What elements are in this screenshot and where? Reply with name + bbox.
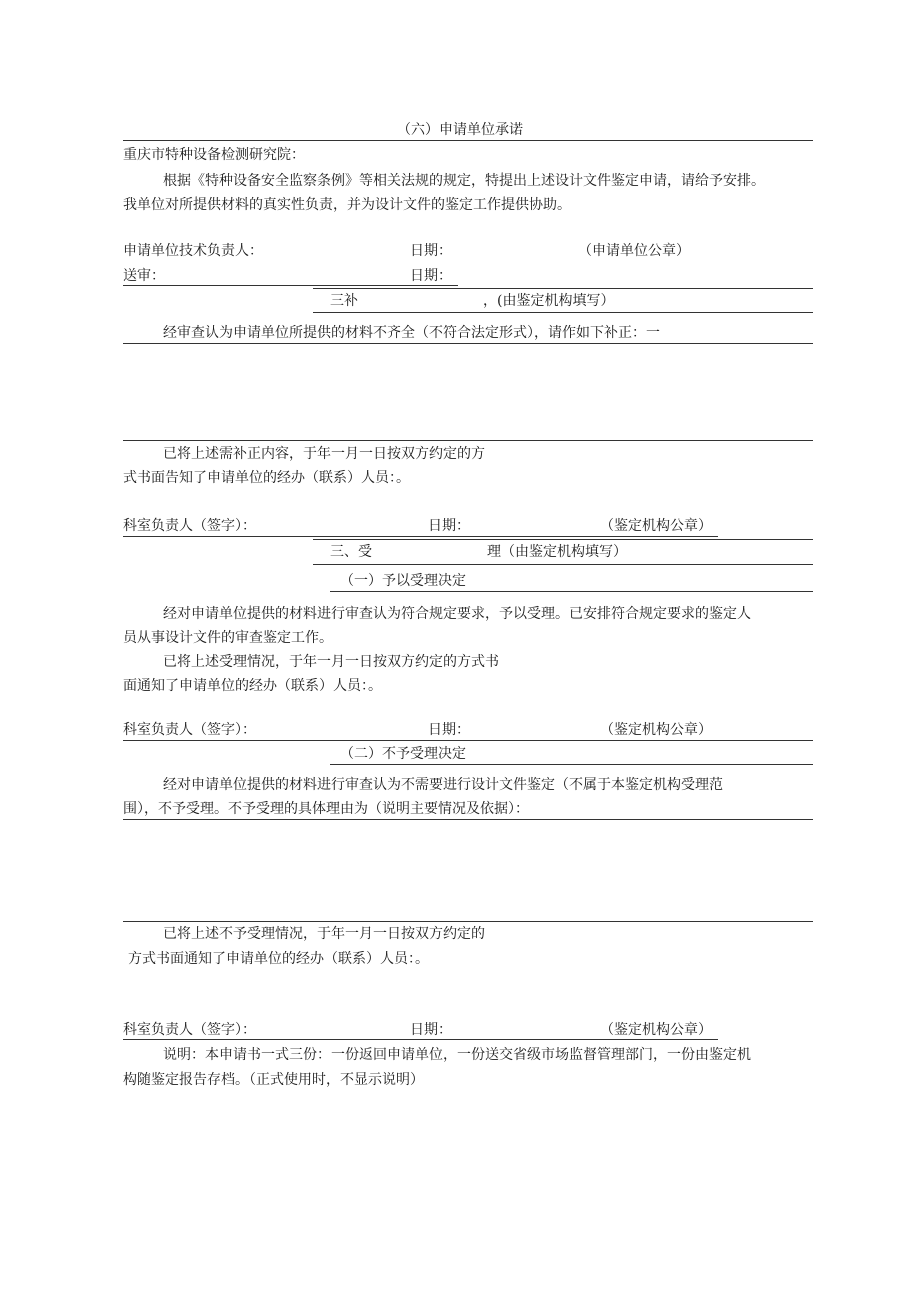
signer-label: 科室负责人（签字）： bbox=[123, 518, 256, 534]
date-label: 日期： bbox=[428, 518, 470, 534]
supplement-notice-line2: 式书面告知了申请单位的经办（联系）人员：。 bbox=[123, 470, 410, 486]
supplement-para: 经审查认为申请单位所提供的材料不齐全（不符合法定形式），请作如下补正：一 bbox=[163, 325, 660, 341]
institution-seal-label: （鉴定机构公章） bbox=[600, 722, 712, 738]
reject-notice-line1: 已将上述不予受理情况，于年一月一日按双方约定的 bbox=[163, 926, 485, 942]
accept-notice-line1: 已将上述受理情况，于年一月一日按双方约定的方式书 bbox=[163, 654, 499, 670]
rule-line bbox=[123, 740, 813, 741]
applicant-seal-label: （申请单位公章） bbox=[578, 243, 690, 259]
rule-line bbox=[123, 921, 813, 922]
signer-label: 科室负责人（签字）： bbox=[123, 1022, 256, 1038]
signature-line bbox=[123, 285, 458, 286]
rule-line bbox=[123, 140, 813, 141]
institution-seal-label: （鉴定机构公章） bbox=[600, 1022, 712, 1038]
accept-para-line1: 经对申请单位提供的材料进行审查认为符合规定要求，予以受理。已安排符合规定要求的鉴定人 bbox=[163, 606, 751, 622]
rule-line bbox=[330, 764, 813, 765]
rule-line bbox=[313, 288, 813, 289]
signature-line bbox=[123, 536, 718, 537]
commitment-para-line1: 根据《特种设备安全监察条例》等相关法规的规定，特提出上述设计文件鉴定申请，请给予安排。 bbox=[163, 173, 765, 189]
section6-title: （六）申请单位承诺 bbox=[397, 122, 523, 138]
reject-para-line1: 经对申请单位提供的材料进行审查认为不需要进行设计文件鉴定（不属于本鉴定机构受理范 bbox=[163, 777, 723, 793]
accept-sub1-title: （一）予以受理决定 bbox=[340, 573, 466, 589]
rule-line bbox=[313, 312, 813, 313]
rule-line bbox=[313, 539, 813, 540]
date-label: 日期： bbox=[410, 1022, 452, 1038]
accept-notice-line2: 面通知了申请单位的经办（联系）人员：。 bbox=[123, 678, 382, 694]
note-line2: 构随鉴定报告存档。（正式使用时，不显示说明） bbox=[123, 1072, 424, 1088]
signature-line bbox=[123, 1039, 718, 1040]
rule-line bbox=[330, 591, 813, 592]
rule-line bbox=[123, 440, 813, 441]
date-label: 日期： bbox=[410, 268, 452, 284]
supplement-heading-right: ，(由鉴定机构填写） bbox=[483, 293, 615, 309]
supplement-notice-line1: 已将上述需补正内容，于年一月一日按双方约定的方 bbox=[163, 446, 485, 462]
institution-seal-label: （鉴定机构公章） bbox=[600, 518, 712, 534]
reject-notice-line2: 方式书面通知了申请单位的经办（联系）人员：。 bbox=[128, 951, 429, 967]
submitter-label: 送审： bbox=[123, 268, 165, 284]
reject-para-line2: 围），不予受理。不予受理的具体理由为（说明主要情况及依据）： bbox=[123, 801, 529, 817]
signer-label: 科室负责人（签字）： bbox=[123, 722, 256, 738]
addressee: 重庆市特种设备检测研究院： bbox=[123, 147, 305, 163]
reject-sub2-title: （二）不予受理决定 bbox=[340, 746, 466, 762]
tech-lead-label: 申请单位技术负责人： bbox=[123, 243, 263, 259]
date-label: 日期： bbox=[410, 243, 452, 259]
accept-heading-left: 三、受 bbox=[330, 544, 372, 560]
rule-line bbox=[313, 564, 813, 565]
date-label: 日期： bbox=[428, 722, 470, 738]
commitment-para-line2: 我单位对所提供材料的真实性负责，并为设计文件的鉴定工作提供协助。 bbox=[123, 197, 571, 213]
rule-line bbox=[123, 343, 813, 344]
rule-line bbox=[123, 819, 813, 820]
accept-heading-right: 理（由鉴定机构填写） bbox=[487, 544, 627, 560]
supplement-heading-left: 三补 bbox=[330, 293, 358, 309]
accept-para-line2: 员从事设计文件的审查鉴定工作。 bbox=[123, 630, 333, 646]
note-line1: 说明：本申请书一式三份：一份返回申请单位，一份送交省级市场监督管理部门，一份由鉴定机 bbox=[163, 1047, 751, 1063]
